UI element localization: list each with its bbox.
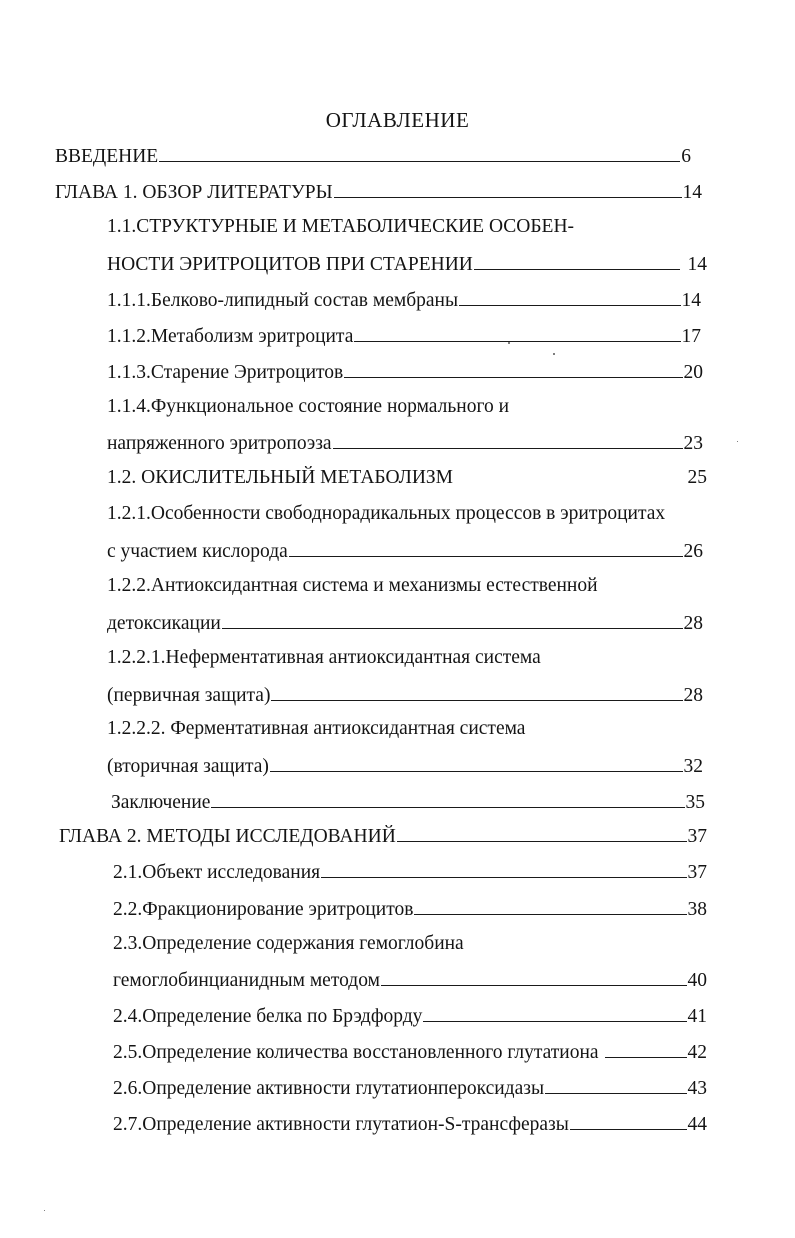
toc-entry-text: 1.2.2.2. Ферментативная антиоксидантная система [107,718,526,739]
leader-line [459,286,680,306]
toc-entry-page: 14 [687,254,707,275]
toc-entry-text: 1.2.1.Особенности свободнорадикальных процессов в эритроцитах [107,503,666,524]
toc-entry-text: 1.1.2.Метаболизм эритроцита [107,326,354,347]
toc-entry-page: 38 [687,899,707,920]
toc-entry [113,1074,707,1100]
toc-entry [107,681,703,707]
toc-entry-page: 41 [687,1006,707,1027]
leader-line [423,1002,686,1022]
toc-entry [111,788,705,814]
toc-entry-text: ГЛАВА 1. ОБЗОР ЛИТЕРАТУРЫ [55,182,333,203]
toc-entry-page: 23 [683,433,703,454]
toc-entry-text: Заключение [111,792,211,813]
leader-line [334,178,682,198]
leader-line [397,822,687,842]
scan-speck [737,441,738,442]
leader-line [271,681,682,701]
toc-entry [113,1038,707,1064]
leader-line [545,1074,686,1094]
toc-entry-page: 32 [683,756,703,777]
page-title: ОГЛАВЛЕНИЕ [325,108,470,132]
toc-entry-text: 1.2.2.Антиоксидантная система и механизмы естественной [107,575,598,596]
toc-entry [107,250,707,276]
toc-entry [107,358,703,384]
toc-entry [113,1002,707,1028]
toc-entry-text: 1.2. ОКИСЛИТЕЛЬНЫЙ МЕТАБОЛИЗМ [107,467,454,488]
toc-entry [107,609,703,635]
toc-entry [107,752,703,778]
toc-entry [107,645,541,671]
toc-entry-page: 42 [687,1042,707,1063]
toc-entry-page: 40 [687,970,707,991]
leader-line [381,966,687,986]
toc-entry [107,394,509,420]
toc-entry [107,537,703,563]
toc-entry-text: 1.1.4.Функциональное состояние нормального и [107,396,510,417]
toc-entry-text: 1.1.1.Белково-липидный состав мембраны [107,290,459,311]
toc-entry-text: (вторичная защита) [107,756,269,777]
scan-speck [508,342,510,344]
toc-entry-page: 25 [687,467,707,488]
toc-entry [59,822,707,848]
toc-entry-text: ГЛАВА 2. МЕТОДЫ ИССЛЕДОВАНИЙ [59,826,396,847]
toc-entry [107,286,701,312]
toc-entry [113,966,707,992]
leader-line [159,142,680,162]
toc-entry-page: 26 [683,541,703,562]
leader-line [289,537,683,557]
toc-entry-page: 14 [682,182,702,203]
toc-entry-text: 2.6.Определение активности глутатионпероксидазы [113,1078,545,1099]
toc-entry-page: 35 [685,792,705,813]
toc-entry-text: 1.1.3.Старение Эритроцитов [107,362,344,383]
toc-entry-page: 37 [687,862,707,883]
toc-entry-text: с участием кислорода [107,541,288,562]
leader-line [321,858,686,878]
toc-entry [55,142,691,168]
toc-entry-page: 44 [687,1114,707,1135]
leader-line [570,1110,687,1130]
toc-entry [113,858,707,884]
leader-line [414,895,686,915]
toc-entry [107,573,598,599]
toc-entry [107,429,703,455]
toc-entry [113,1110,707,1136]
toc-entry-text: напряженного эритропоэза [107,433,332,454]
toc-entry [107,465,707,491]
toc-entry-text: детоксикации [107,613,221,634]
toc-entry [107,214,574,240]
toc-entry [107,322,701,348]
toc-entry [107,501,665,527]
toc-entry-text: (первичная защита) [107,685,271,706]
toc-entry-page: 43 [687,1078,707,1099]
toc-entry-text: 1.2.2.1.Неферментативная антиоксидантная система [107,647,541,668]
toc-entry-page: 28 [683,613,703,634]
toc-entry-text: 2.5.Определение количества восстановленного глутатиона [113,1042,599,1063]
leader-line [270,752,683,772]
toc-entry-text: 2.2.Фракционирование эритроцитов [113,899,414,920]
toc-entry-page: 20 [683,362,703,383]
toc-entry-page: 37 [687,826,707,847]
scan-speck [553,353,555,355]
toc-entry [113,895,707,921]
toc-entry-text: 2.7.Определение активности глутатион-S-трансферазы [113,1114,569,1135]
toc-entry-page: 28 [683,685,703,706]
leader-line [474,250,680,270]
toc-entry [113,931,464,957]
toc-entry-text: 2.4.Определение белка по Брэдфорду [113,1006,423,1027]
toc-entry-text: НОСТИ ЭРИТРОЦИТОВ ПРИ СТАРЕНИИ [107,254,473,275]
toc-entry-text: 2.1.Объект исследования [113,862,321,883]
leader-line [344,358,682,378]
toc-entry-text: 1.1.СТРУКТУРНЫЕ И МЕТАБОЛИЧЕСКИЕ ОСОБЕН- [107,216,575,237]
scan-speck [44,1210,45,1211]
leader-line [211,788,684,808]
leader-line [605,1038,687,1058]
toc-entry-page: 6 [681,146,691,167]
toc-entry [55,178,702,204]
toc-entry-page: 17 [681,326,701,347]
leader-line [333,429,683,449]
toc-entry-text: 2.3.Определение содержания гемоглобина [113,933,464,954]
leader-line [354,322,680,342]
toc-entry-text: ВВЕДЕНИЕ [55,146,159,167]
toc-entry-text: гемоглобинцианидным методом [113,970,380,991]
toc-entry-page: 14 [681,290,701,311]
toc-entry [107,716,525,742]
leader-line [222,609,683,629]
